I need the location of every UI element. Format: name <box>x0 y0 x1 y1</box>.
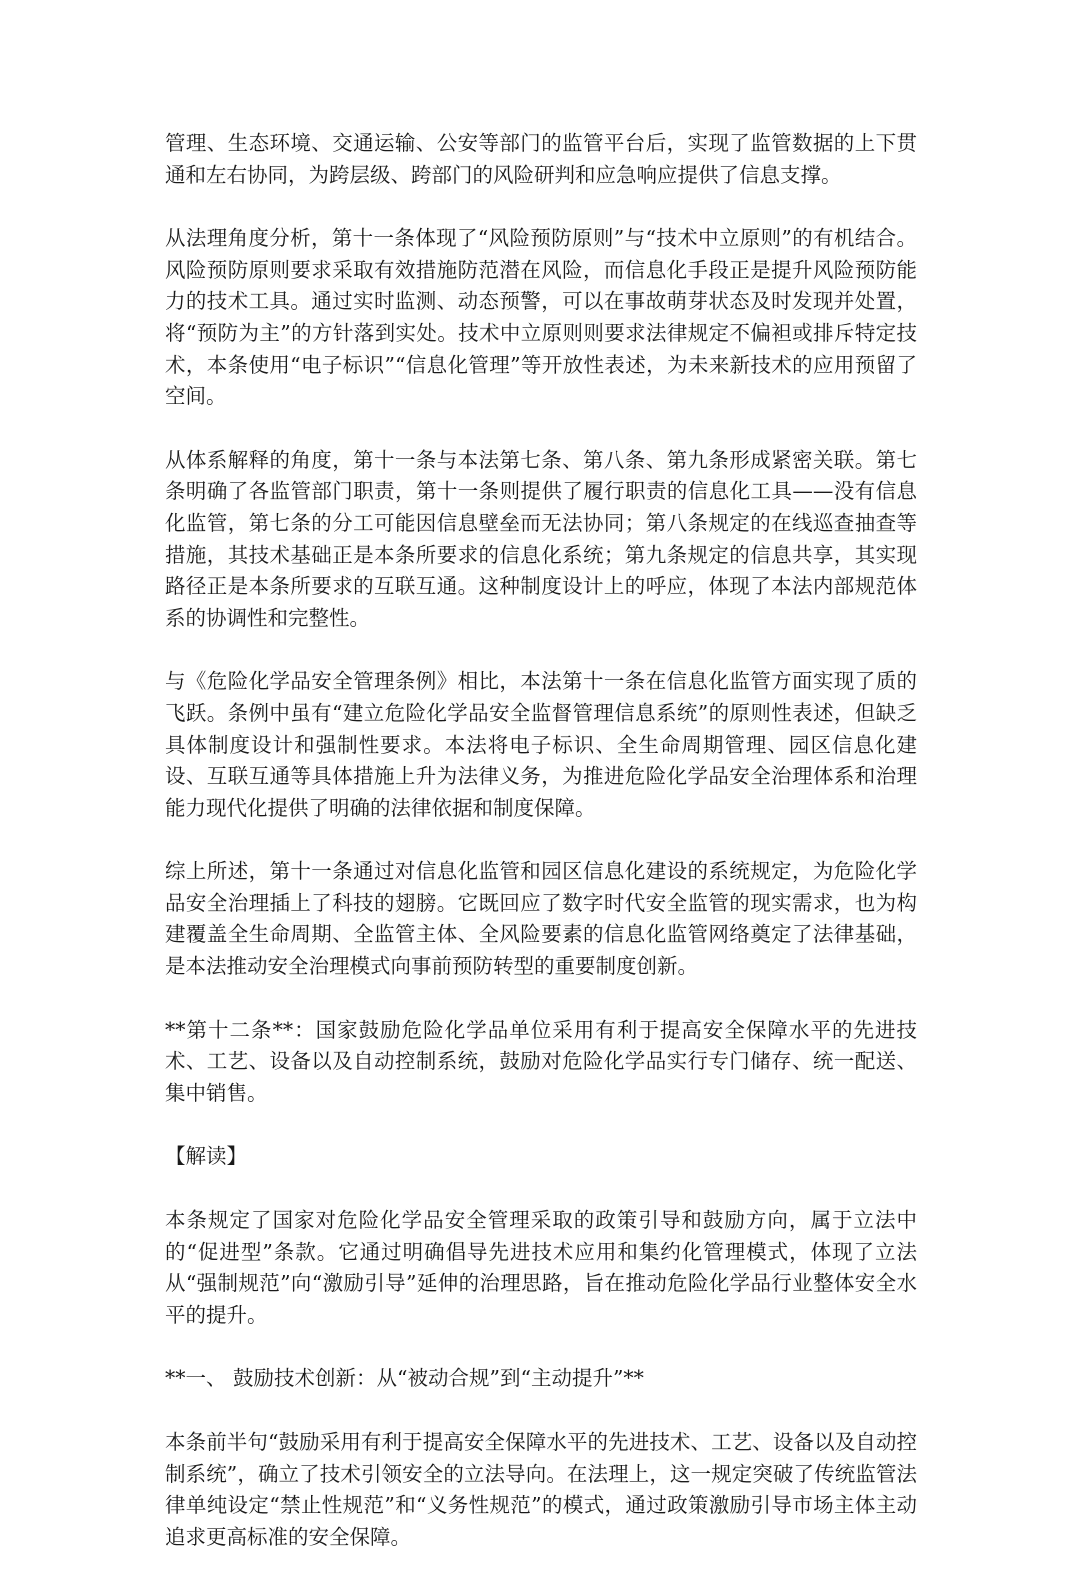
paragraph-system-interpretation: 从体系解释的角度，第十一条与本法第七条、第八条、第九条形成紧密关联。第七条明确了各监管部门职责，第十一条则提供了履行职责的信息化工具——没有信息化监管，第七条的分工可能因信息壁垒而无法协同；第八条规定的在线巡查抽查等措施，其技术基础正是本条所要求的信息化系统；第九条规定的信息共享，其实现路径正是本条所要求的互联互通。这种制度设计上的呼应，体现了本法内部规范体系的协调性和完整性。 <box>165 447 917 630</box>
paragraph-legal-analysis: 从法理角度分析，第十一条体现了“风险预防原则”与“技术中立原则”的有机结合。风险预防原则要求采取有效措施防范潜在风险，而信息化手段正是提升风险预防能力的技术工具。通过实时监测、动态预警，可以在事故萌芽状态及时发现并处置，将“预防为主”的方针落到实处。技术中立原则则要求法律规定不偏袒或排斥特定技术，本条使用“电子标识”“信息化管理”等开放性表述，为未来新技术的应用预留了空间。 <box>165 226 917 409</box>
paragraph-summary: 综上所述，第十一条通过对信息化监管和园区信息化建设的系统规定，为危险化学品安全治理插上了科技的翅膀。它既回应了数字时代安全监管的现实需求，也为构建覆盖全生命周期、全监管主体、全风险要素的信息化监管网络奠定了法律基础，是本法推动安全治理模式向事前预防转型的重要制度创新。 <box>165 859 917 979</box>
interpretation-heading: 【解读】 <box>165 1144 247 1169</box>
paragraph-regulation-comparison: 与《危险化学品安全管理条例》相比，本法第十一条在信息化监管方面实现了质的飞跃。条例中虽有“建立危险化学品安全监督管理信息系统”的原则性表述，但缺乏具体制度设计和强制性要求。本法将电子标识、全生命周期管理、园区信息化建设、互联互通等具体措施上升为法律义务，为推进危险化学品安全治理体系和治理能力现代化提供了明确的法律依据和制度保障。 <box>165 669 917 820</box>
paragraph-supervision-platform: 管理、生态环境、交通运输、公安等部门的监管平台后，实现了监管数据的上下贯通和左右协同，为跨层级、跨部门的风险研判和应急响应提供了信息支撑。 <box>165 131 917 187</box>
document-page <box>165 128 917 1585</box>
paragraph-tech-innovation: 本条前半句“鼓励采用有利于提高安全保障水平的先进技术、工艺、设备以及自动控制系统”，确立了技术引领安全的立法导向。在法理上，这一规定突破了传统监管法律单纯设定“禁止性规范”和“义务性规范”的模式，通过政策激励引导市场主体主动追求更高标准的安全保障。 <box>165 1430 917 1549</box>
paragraph-interpretation-intro: 本条规定了国家对危险化学品安全管理采取的政策引导和鼓励方向，属于立法中的“促进型”条款。它通过明确倡导先进技术应用和集约化管理模式，体现了立法从“强制规范”向“激励引导”延伸的治理思路，旨在推动危险化学品行业整体安全水平的提升。 <box>165 1208 917 1327</box>
section-heading-tech-innovation: **一、 鼓励技术创新：从“被动合规”到“主动提升”** <box>165 1366 644 1391</box>
article-12-text: **第十二条**：国家鼓励危险化学品单位采用有利于提高安全保障水平的先进技术、工艺、设备以及自动控制系统，鼓励对危险化学品实行专门储存、统一配送、集中销售。 <box>165 1017 917 1105</box>
